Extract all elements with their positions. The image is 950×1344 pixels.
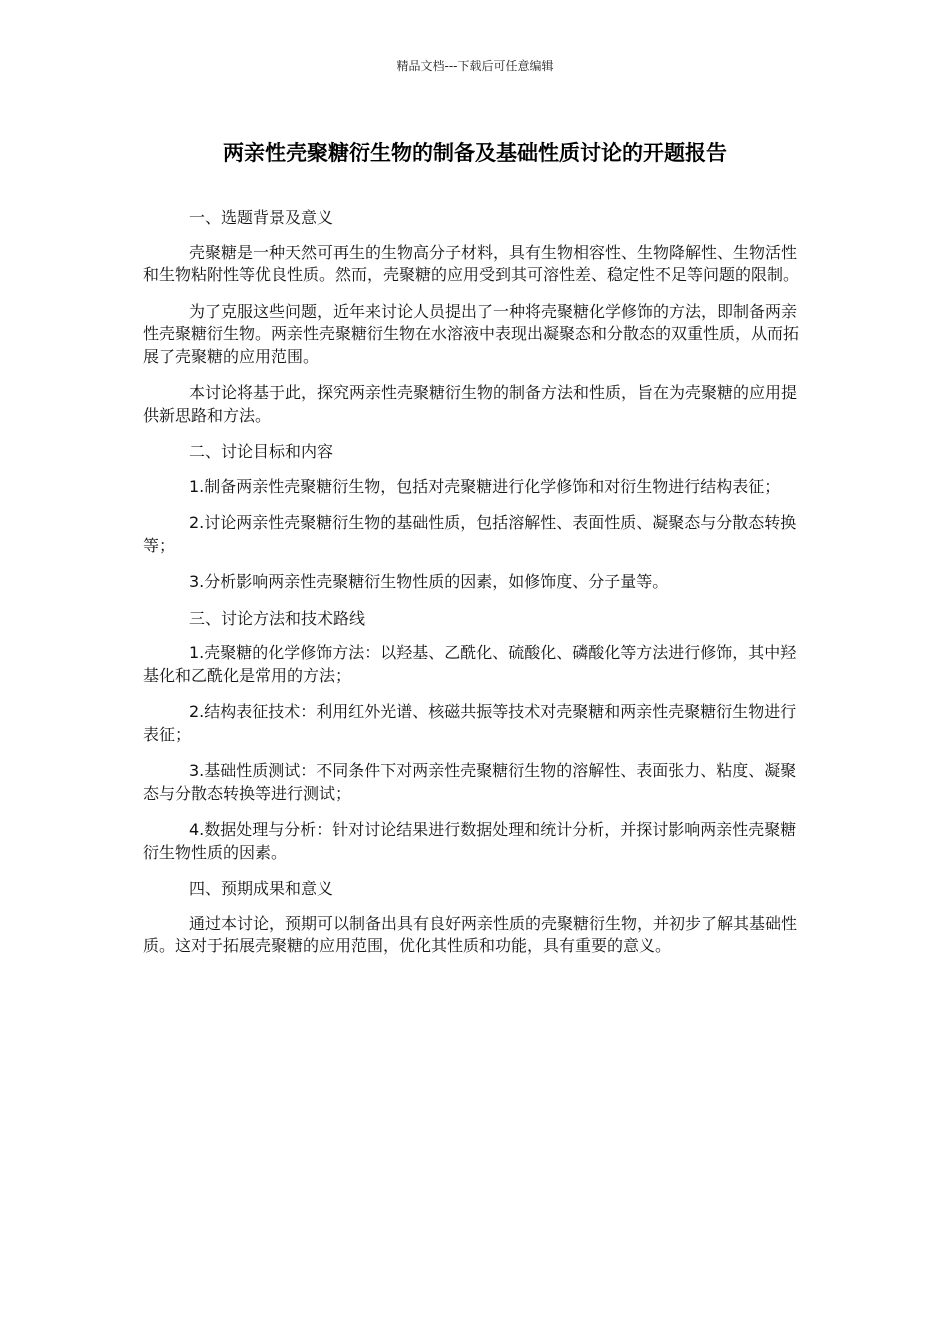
body-paragraph: 本讨论将基于此，探究两亲性壳聚糖衍生物的制备方法和性质，旨在为壳聚糖的应用提供新思路和方法。 [143, 383, 798, 425]
list-item: 2.结构表征技术：利用红外光谱、核磁共振等技术对壳聚糖和两亲性壳聚糖衍生物进行表征； [143, 702, 797, 744]
list-item: 3.基础性质测试：不同条件下对两亲性壳聚糖衍生物的溶解性、表面张力、粘度、凝聚态与分散态转换等进行测试； [143, 761, 797, 803]
page-header: 精品文档---下载后可任意编辑 [396, 59, 554, 73]
document-body [143, 207, 810, 972]
section-heading: 三、讨论方法和技术路线 [189, 608, 366, 628]
section-heading: 四、预期成果和意义 [189, 879, 334, 898]
body-paragraph: 通过本讨论，预期可以制备出具有良好两亲性质的壳聚糖衍生物，并初步了解其基础性质。这对于拓展壳聚糖的应用范围，优化其性质和功能，具有重要的意义。 [143, 913, 798, 955]
list-item: 2.讨论两亲性壳聚糖衍生物的基础性质，包括溶解性、表面性质、凝聚态与分散态转换等； [143, 513, 797, 555]
list-item: 4.数据处理与分析：针对讨论结果进行数据处理和统计分析，并探讨影响两亲性壳聚糖衍生物性质的因素。 [143, 820, 797, 862]
section-heading: 一、选题背景及意义 [189, 208, 334, 227]
body-paragraph: 壳聚糖是一种天然可再生的生物高分子材料，具有生物相容性、生物降解性、生物活性和生物粘附性等优良性质。然而，壳聚糖的应用受到其可溶性差、稳定性不足等问题的限制。 [143, 242, 800, 284]
list-item: 1.制备两亲性壳聚糖衍生物，包括对壳聚糖进行化学修饰和对衍生物进行结构表征； [189, 476, 781, 496]
list-item: 1.壳聚糖的化学修饰方法：以羟基、乙酰化、硫酸化、磷酸化等方法进行修饰，其中羟基化和乙酰化是常用的方法； [143, 643, 797, 685]
document-title: 两亲性壳聚糖衍生物的制备及基础性质讨论的开题报告 [223, 141, 727, 165]
body-paragraph: 为了克服这些问题，近年来讨论人员提出了一种将壳聚糖化学修饰的方法，即制备两亲性壳聚糖衍生物。两亲性壳聚糖衍生物在水溶液中表现出凝聚态和分散态的双重性质，从而拓展了壳聚糖的应用范围。 [143, 301, 800, 366]
section-heading: 二、讨论目标和内容 [189, 442, 334, 461]
list-item: 3.分析影响两亲性壳聚糖衍生物性质的因素，如修饰度、分子量等。 [189, 572, 669, 591]
